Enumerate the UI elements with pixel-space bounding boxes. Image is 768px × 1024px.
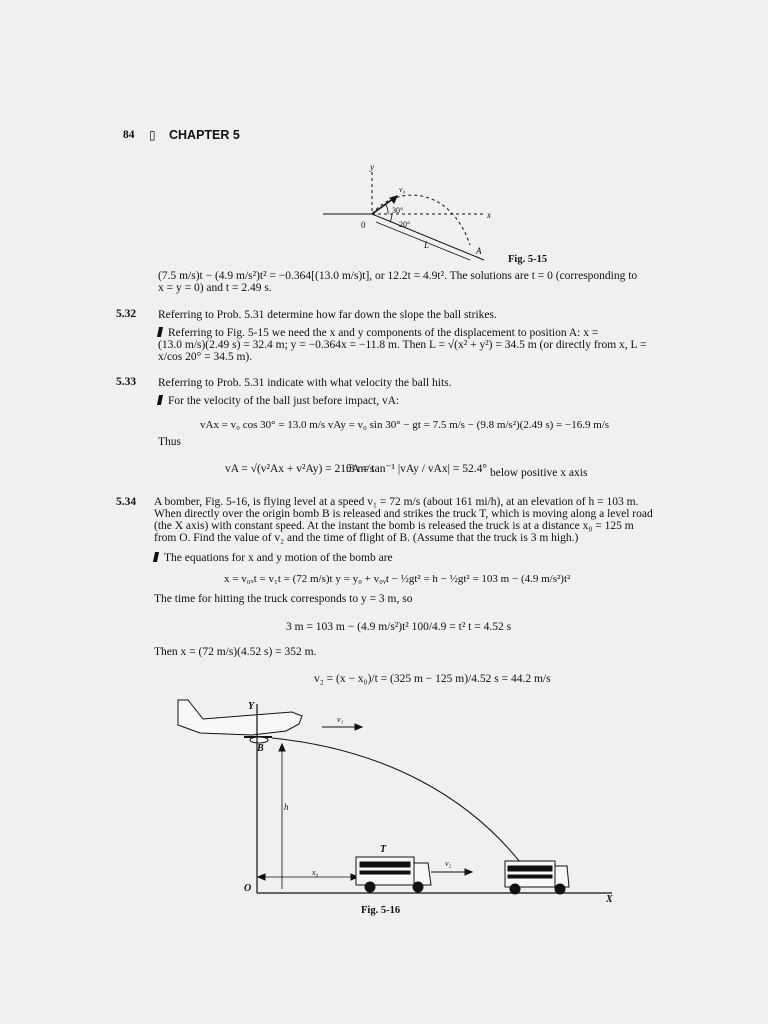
- problem-5-34-solution-1: The equations for x and y motion of the bomb are: [154, 551, 393, 565]
- fig516-B-label: B: [257, 743, 264, 754]
- fig516-v2-label: v₂: [445, 859, 452, 868]
- fig516-X-label: X: [606, 894, 613, 905]
- problem-5-33-question: Referring to Prob. 5.31 indicate with what velocity the ball hits.: [158, 377, 452, 389]
- fig515-angle20: 20°: [399, 220, 411, 229]
- problem-5-33-solution-1: For the velocity of the ball just before impact, vA:: [158, 394, 399, 408]
- fig516-h-label: h: [284, 802, 289, 812]
- problem-5-34-question-1: A bomber, Fig. 5-16, is flying level at a speed v₁ = 72 m/s (about 161 mi/h), at an elevation of h = 103 m.: [154, 496, 639, 508]
- fig515-y-label: y: [370, 162, 374, 172]
- fig516-x0-label: x₀: [312, 868, 319, 877]
- page-number: 84: [123, 129, 135, 141]
- problem-5-33-equation-1: vAx = v₀ cos 30° = 13.0 m/s vAy = v₀ sin 30° − gt = 7.5 m/s − (9.8 m/s²)(2.49 s) = −16.9 m/s: [200, 419, 610, 431]
- header-separator: ▯: [149, 128, 156, 142]
- fig516-O-label: O: [244, 883, 252, 894]
- fig515-angle30: 30°: [392, 206, 404, 215]
- problem-5-34-equation-2: 3 m = 103 m − (4.9 m/s²)t² 100/4.9 = t² t = 4.52 s: [286, 621, 512, 633]
- fig516-T-label: T: [380, 844, 387, 855]
- fig515-v0-label: v₀: [399, 185, 406, 194]
- fig516-v1-label: v₁: [337, 715, 344, 724]
- problem-5-34-equation-1: x = v₀ₓt = v₁t = (72 m/s)t y = y₀ + v₀ᵧt − ½gt² = h − ½gt² = 103 m − (4.9 m/s²)t²: [224, 573, 571, 585]
- problem-5-32-solution-3: x/cos 20° = 34.5 m).: [158, 351, 253, 363]
- problem-5-34-solution-3: Then x = (72 m/s)(4.52 s) = 352 m.: [154, 646, 317, 658]
- problem-5-33-equation-2b: θA = tan⁻¹ |vAy / vAx| = 52.4°: [346, 463, 487, 475]
- fig516-Y-label: Y: [248, 701, 255, 712]
- problem-5-34-question-4: from O. Find the value of v₂ and the time of flight of B. (Assume that the truck is 3 m high.): [154, 532, 579, 544]
- problem-5-34-equation-3: v₂ = (x − x₀)/t = (325 m − 125 m)/4.52 s = 44.2 m/s: [314, 673, 551, 685]
- continuation-line-1: (7.5 m/s)t − (4.9 m/s²)t² = −0.364[(13.0 m/s)t], or 12.2t = 4.9t². The solutions are t = 0 (corresponding to: [158, 270, 638, 282]
- problem-5-33-equation-2c: below positive x axis: [490, 467, 588, 479]
- problem-5-32-number: 5.32: [116, 308, 137, 320]
- fig515-A-label: A: [476, 246, 482, 256]
- fig515-caption: Fig. 5-15: [508, 254, 548, 265]
- problem-5-34-question-3: (the X axis) with constant speed. At the instant the bomb is released the truck is at a distance x₀ = 125 m: [154, 520, 634, 532]
- fig515-origin: 0: [361, 220, 366, 230]
- problem-5-32-solution-2: (13.0 m/s)(2.49 s) = 32.4 m; y = −0.364x = −11.8 m. Then L = √(x² + y²) = 34.5 m (or directly from x, L =: [158, 339, 647, 351]
- continuation-line-2: x = y = 0) and t = 2.49 s.: [158, 282, 272, 294]
- problem-5-33-equation-2a: vA = √(v²Ax + v²Ay) = 21.3 m/s: [225, 463, 375, 475]
- problem-5-34-question-2: When directly over the origin bomb B is released and strikes the truck T, which is moving along a level road: [154, 508, 653, 520]
- fig516-caption: Fig. 5-16: [361, 905, 401, 916]
- problem-5-34-number: 5.34: [116, 496, 137, 508]
- problem-5-33-thus: Thus: [158, 436, 181, 448]
- fig515-L-label: L: [424, 240, 430, 250]
- fig515-x-label: x: [487, 210, 491, 220]
- chapter-title: CHAPTER 5: [169, 128, 240, 142]
- problem-5-32-question: Referring to Prob. 5.31 determine how far down the slope the ball strikes.: [158, 309, 497, 321]
- problem-5-33-number: 5.33: [116, 376, 137, 388]
- problem-5-34-solution-2: The time for hitting the truck corresponds to y = 3 m, so: [154, 593, 413, 605]
- problem-5-32-solution-1: Referring to Fig. 5-15 we need the x and y components of the displacement to position A: x =: [158, 326, 598, 340]
